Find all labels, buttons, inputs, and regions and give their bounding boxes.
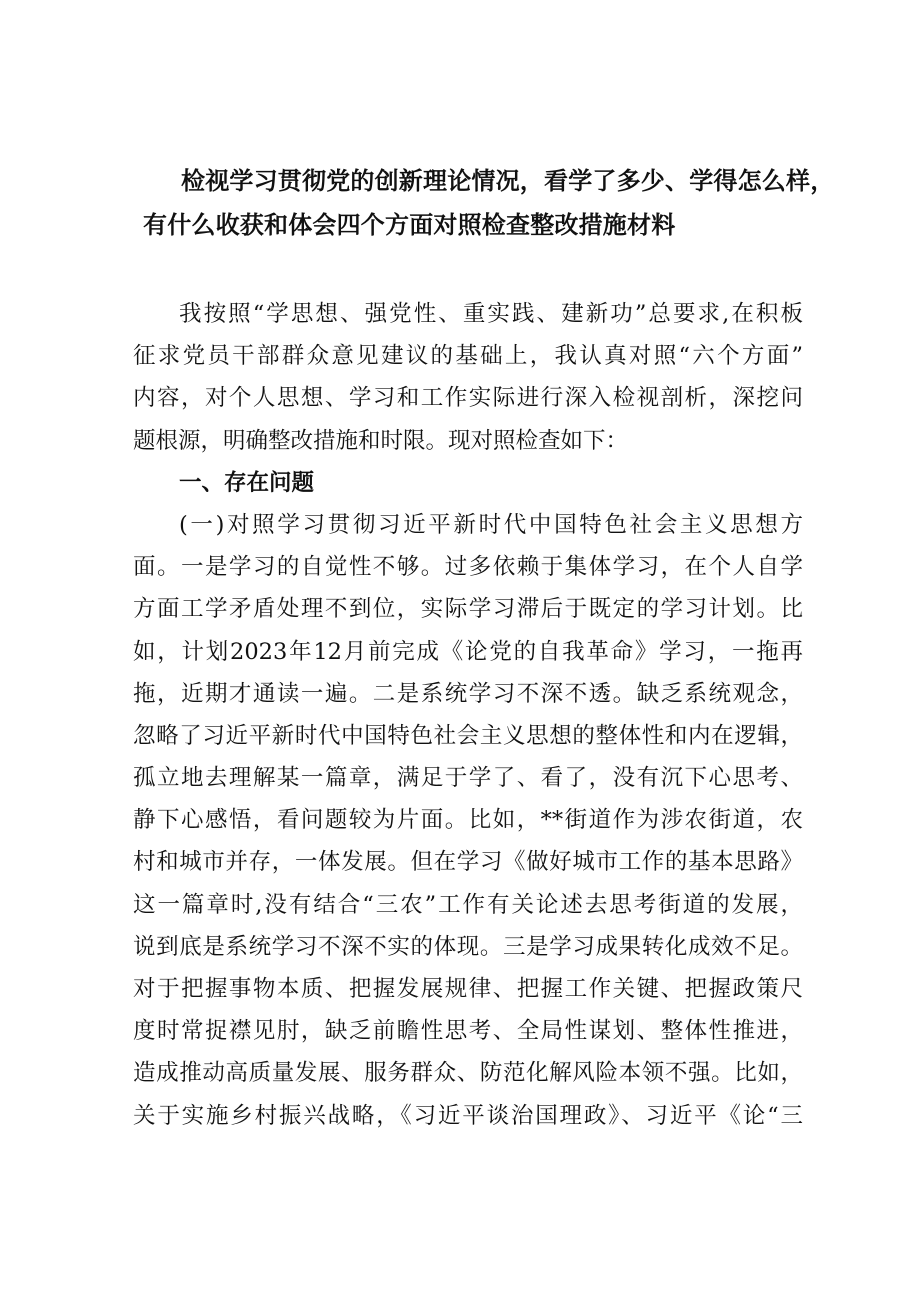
document-body [133,293,803,1137]
intro-line: 征求党员干部群众意见建议的基础上，我认真对照“六个方面” [133,343,803,370]
body-line: 静下心感悟，看问题较为片面。比如，**街道作为涉农街道，农 [133,807,803,834]
intro-line: 内容，对个人思想、学习和工作实际进行深入检视剖析，深挖问 [133,385,803,412]
body-line: 说到底是系统学习不深不实的体现。三是学习成果转化成效不足。 [133,933,803,960]
body-line: 拖，近期才通读一遍。二是系统学习不深不透。缺乏系统观念， [133,680,803,707]
intro-line: 题根源，明确整改措施和时限。现对照检查如下： [133,427,629,454]
body-line: 造成推动高质量发展、服务群众、防范化解风险本领不强。比如， [133,1060,803,1087]
body-line: 这一篇章时,没有结合“三农”工作有关论述去思考街道的发展， [133,891,803,918]
body-line: 忽略了习近平新时代中国特色社会主义思想的整体性和内在逻辑， [133,722,803,749]
body-line: (一)对照学习贯彻习近平新时代中国特色社会主义思想方 [179,511,803,538]
body-line: 关于实施乡村振兴战略，《习近平谈治国理政》、习近平《论“三 [133,1102,803,1129]
body-line: 方面工学矛盾处理不到位，实际学习滞后于既定的学习计划。比 [133,596,803,623]
body-line: 如，计划2023年12月前完成《论党的自我革命》学习，一拖再 [133,638,803,665]
body-line: 村和城市并存，一体发展。但在学习《做好城市工作的基本思路》 [133,849,803,876]
section-heading: 一、存在问题 [179,469,315,496]
body-line: 对于把握事物本质、把握发展规律、把握工作关键、把握政策尺 [133,976,803,1002]
document-title-line-2: 有什么收获和体会四个方面对照检查整改措施材料 [143,211,676,239]
body-line: 面。一是学习的自觉性不够。过多依赖于集体学习，在个人自学 [133,554,803,581]
body-line: 度时常捉襟见肘，缺乏前瞻性思考、全局性谋划、整体性推进， [133,1018,803,1045]
document-title-line-1: 检视学习贯彻党的创新理论情况，看学了多少、学得怎么样， [181,167,835,195]
intro-line: 我按照“学思想、强党性、重实践、建新功”总要求,在积板 [179,301,803,327]
body-line: 孤立地去理解某一篇章，满足于学了、看了，没有沉下心思考、 [133,765,803,792]
